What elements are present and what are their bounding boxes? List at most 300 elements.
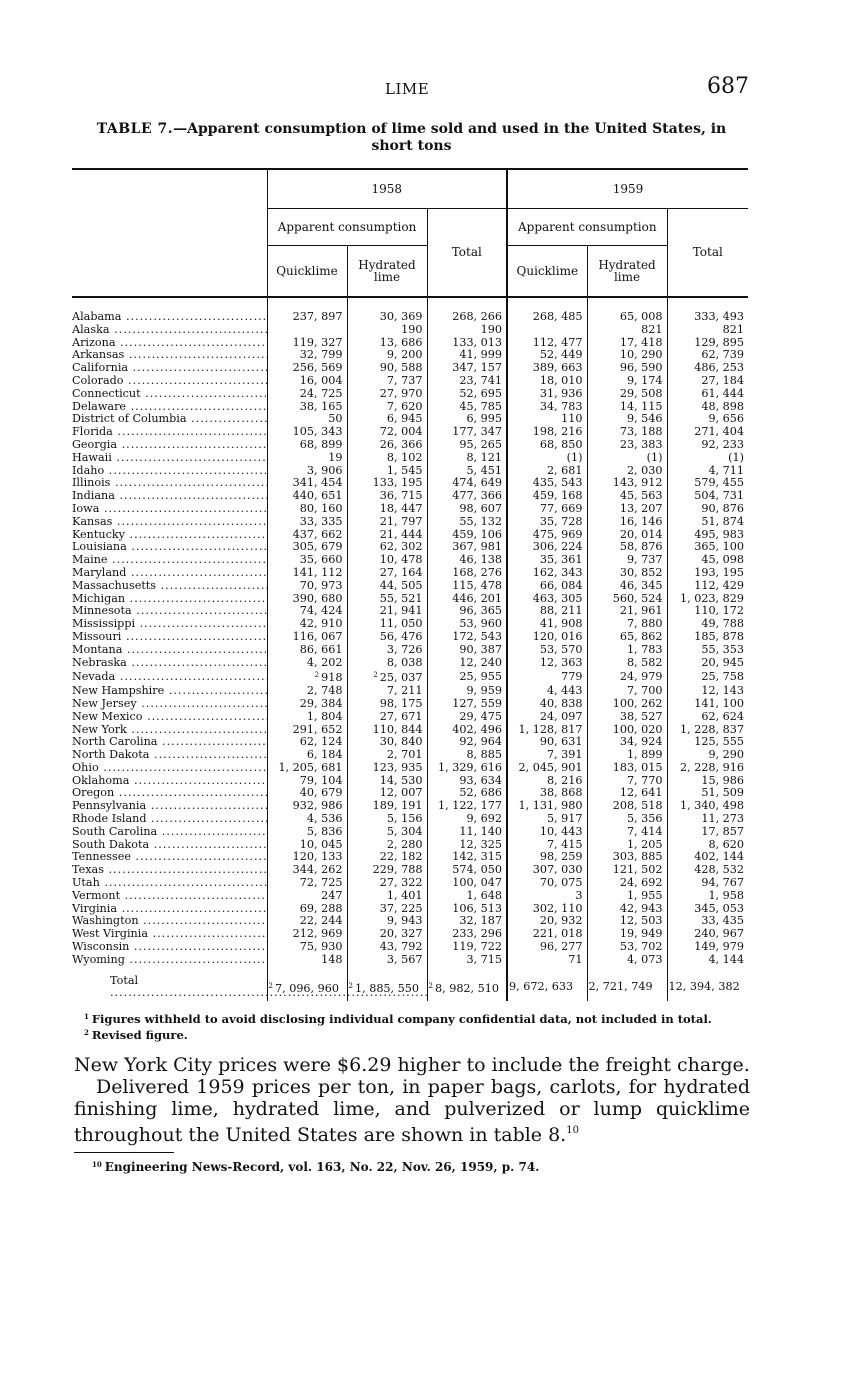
value-cell: 32, 187	[427, 915, 507, 928]
value-cell: 8, 620	[667, 839, 748, 852]
value-cell: 177, 347	[427, 426, 507, 439]
value-cell: 40, 679	[267, 787, 347, 800]
value-cell: 486, 253	[667, 362, 748, 375]
value-cell: 10, 290	[587, 349, 667, 362]
state-name: Alaska .....	[72, 324, 267, 337]
value-cell: 119, 722	[427, 941, 507, 954]
value-cell: 12, 007	[347, 787, 427, 800]
value-cell: 12, 641	[587, 787, 667, 800]
state-name: Oklahoma .....	[72, 775, 267, 788]
value-cell: 389, 663	[507, 362, 587, 375]
value-cell: 74, 424	[267, 605, 347, 618]
value-cell: 35, 361	[507, 554, 587, 567]
value-cell: 4, 202	[267, 657, 347, 670]
total-cell: $^2$ 1, 885, 550	[347, 974, 427, 1002]
value-cell: 119, 327	[267, 337, 347, 350]
value-cell: 12, 240	[427, 657, 507, 670]
value-cell: 52, 449	[507, 349, 587, 362]
value-cell: 12, 143	[667, 685, 748, 698]
table-caption	[74, 121, 749, 155]
value-cell: 44, 505	[347, 580, 427, 593]
value-cell: 51, 509	[667, 787, 748, 800]
value-cell: 62, 624	[667, 711, 748, 724]
state-name: Arkansas .....	[72, 349, 267, 362]
hydrated-header-1958: Hydrated lime	[347, 246, 427, 298]
value-cell: 121, 502	[587, 864, 667, 877]
value-cell: 185, 878	[667, 631, 748, 644]
value-cell: 344, 262	[267, 864, 347, 877]
value-cell: 96, 590	[587, 362, 667, 375]
value-cell: 233, 296	[427, 928, 507, 941]
value-cell: 45, 098	[667, 554, 748, 567]
page-footnote: $^{10}$ Engineering News-Record, vol. 163, No. 22, Nov. 26, 1959, p. 74.	[92, 1160, 540, 1174]
year-header-1958: 1958	[267, 169, 507, 209]
value-cell: 17, 418	[587, 337, 667, 350]
value-cell: 221, 018	[507, 928, 587, 941]
value-cell: 212, 969	[267, 928, 347, 941]
value-cell: 579, 455	[667, 477, 748, 490]
value-cell: 446, 201	[427, 593, 507, 606]
value-cell: 110, 172	[667, 605, 748, 618]
table-label: TABLE 7.	[96, 121, 174, 137]
state-name: California .....	[72, 362, 267, 375]
state-name: South Carolina .....	[72, 826, 267, 839]
value-cell	[267, 324, 347, 337]
table-row	[72, 657, 748, 670]
state-name: Maine .....	[72, 554, 267, 567]
value-cell: 5, 304	[347, 826, 427, 839]
value-cell: $^2$ 25, 037	[347, 669, 427, 685]
value-cell: 1, 228, 837	[667, 724, 748, 737]
value-cell: 21, 941	[347, 605, 427, 618]
value-cell: 18, 447	[347, 503, 427, 516]
value-cell: 1, 545	[347, 465, 427, 478]
value-cell: 71	[507, 954, 587, 974]
state-name: Kentucky .....	[72, 529, 267, 542]
value-cell: 7, 414	[587, 826, 667, 839]
state-name: Mississippi .....	[72, 618, 267, 631]
state-name: Minnesota .....	[72, 605, 267, 618]
value-cell: 1, 783	[587, 644, 667, 657]
value-cell: 22, 244	[267, 915, 347, 928]
table-row	[72, 941, 748, 954]
value-cell: 172, 543	[427, 631, 507, 644]
value-cell: 13, 207	[587, 503, 667, 516]
value-cell: 53, 960	[427, 618, 507, 631]
quicklime-header-1959: Quicklime	[507, 246, 587, 298]
value-cell: 46, 345	[587, 580, 667, 593]
value-cell: 46, 138	[427, 554, 507, 567]
value-cell: 90, 588	[347, 362, 427, 375]
value-cell: 4, 443	[507, 685, 587, 698]
value-cell: 55, 521	[347, 593, 427, 606]
state-name: Nevada .....	[72, 669, 267, 685]
value-cell: 41, 999	[427, 349, 507, 362]
value-cell: 14, 530	[347, 775, 427, 788]
value-cell: 112, 429	[667, 580, 748, 593]
value-cell: 7, 770	[587, 775, 667, 788]
state-name: New Mexico .....	[72, 711, 267, 724]
group-header-1958: Apparent consumption	[267, 209, 427, 246]
value-cell: 30, 852	[587, 567, 667, 580]
state-name: North Carolina .....	[72, 736, 267, 749]
state-name: New York .....	[72, 724, 267, 737]
value-cell: 3	[507, 890, 587, 903]
value-cell: 62, 124	[267, 736, 347, 749]
value-cell: 7, 391	[507, 749, 587, 762]
value-cell: 100, 020	[587, 724, 667, 737]
value-cell: 20, 327	[347, 928, 427, 941]
value-cell: 70, 075	[507, 877, 587, 890]
value-cell: 141, 100	[667, 698, 748, 711]
value-cell: 18, 010	[507, 375, 587, 388]
value-cell: 291, 652	[267, 724, 347, 737]
value-cell: 100, 047	[427, 877, 507, 890]
value-cell: 504, 731	[667, 490, 748, 503]
total-header-1959: Total	[667, 209, 748, 298]
value-cell: 347, 157	[427, 362, 507, 375]
value-cell: 10, 478	[347, 554, 427, 567]
state-name: Delaware .....	[72, 401, 267, 414]
state-name: Georgia .....	[72, 439, 267, 452]
value-cell: 90, 876	[667, 503, 748, 516]
value-cell: 821	[587, 324, 667, 337]
value-cell: 5, 451	[427, 465, 507, 478]
value-cell: 9, 959	[427, 685, 507, 698]
value-cell: 92, 964	[427, 736, 507, 749]
state-name: Connecticut .....	[72, 388, 267, 401]
state-name: Washington .....	[72, 915, 267, 928]
value-cell: 302, 110	[507, 903, 587, 916]
value-cell: 428, 532	[667, 864, 748, 877]
state-name: District of Columbia .....	[72, 413, 267, 426]
value-cell: 75, 930	[267, 941, 347, 954]
value-cell: 92, 233	[667, 439, 748, 452]
value-cell: 367, 981	[427, 541, 507, 554]
value-cell: 68, 850	[507, 439, 587, 452]
value-cell: 106, 513	[427, 903, 507, 916]
value-cell: 2, 045, 901	[507, 762, 587, 775]
value-cell: 90, 631	[507, 736, 587, 749]
value-cell: 6, 945	[347, 413, 427, 426]
table-row	[72, 324, 748, 337]
value-cell: 68, 899	[267, 439, 347, 452]
value-cell: 6, 184	[267, 749, 347, 762]
table-row	[72, 762, 748, 775]
value-cell: 341, 454	[267, 477, 347, 490]
footnote-2: $^2$ Revised figure.	[84, 1028, 188, 1042]
table-row	[72, 452, 748, 465]
value-cell: 148	[267, 954, 347, 974]
value-cell: 41, 908	[507, 618, 587, 631]
value-cell: (1)	[507, 452, 587, 465]
table-footnotes	[84, 1010, 744, 1042]
value-cell: 29, 475	[427, 711, 507, 724]
value-cell: 38, 165	[267, 401, 347, 414]
value-cell: 27, 970	[347, 388, 427, 401]
value-cell: 7, 880	[587, 618, 667, 631]
value-cell: 62, 739	[667, 349, 748, 362]
value-cell: 247	[267, 890, 347, 903]
total-cell: 12, 394, 382	[667, 974, 748, 1002]
value-cell: 33, 435	[667, 915, 748, 928]
state-name: Florida .....	[72, 426, 267, 439]
value-cell: 80, 160	[267, 503, 347, 516]
state-name: Tennessee .....	[72, 851, 267, 864]
value-cell: 189, 191	[347, 800, 427, 813]
value-cell: 4, 144	[667, 954, 748, 974]
state-name: Maryland .....	[72, 567, 267, 580]
value-cell: 27, 671	[347, 711, 427, 724]
value-cell: 143, 912	[587, 477, 667, 490]
value-cell: 190	[347, 324, 427, 337]
value-cell: 15, 986	[667, 775, 748, 788]
value-cell: 79, 104	[267, 775, 347, 788]
value-cell: 162, 343	[507, 567, 587, 580]
value-cell: 142, 315	[427, 851, 507, 864]
value-cell: (1)	[587, 452, 667, 465]
value-cell: 8, 885	[427, 749, 507, 762]
value-cell: 3, 715	[427, 954, 507, 974]
value-cell: 1, 131, 980	[507, 800, 587, 813]
value-cell: 8, 216	[507, 775, 587, 788]
value-cell: 65, 862	[587, 631, 667, 644]
value-cell: 8, 102	[347, 452, 427, 465]
value-cell: 9, 290	[667, 749, 748, 762]
value-cell: 7, 737	[347, 375, 427, 388]
value-cell: 1, 899	[587, 749, 667, 762]
table-row	[72, 813, 748, 826]
value-cell: 7, 620	[347, 401, 427, 414]
value-cell: 12, 363	[507, 657, 587, 670]
value-cell: 459, 168	[507, 490, 587, 503]
value-cell: 208, 518	[587, 800, 667, 813]
total-header-1958: Total	[427, 209, 507, 298]
value-cell: 7, 211	[347, 685, 427, 698]
value-cell: 16, 004	[267, 375, 347, 388]
value-cell: 93, 634	[427, 775, 507, 788]
value-cell: 20, 932	[507, 915, 587, 928]
value-cell: 168, 276	[427, 567, 507, 580]
value-cell: 402, 144	[667, 851, 748, 864]
value-cell: 19, 949	[587, 928, 667, 941]
value-cell: 3, 906	[267, 465, 347, 478]
table-row	[72, 631, 748, 644]
value-cell: 307, 030	[507, 864, 587, 877]
state-name: Utah .....	[72, 877, 267, 890]
value-cell: 240, 967	[667, 928, 748, 941]
body-text	[74, 1054, 750, 1146]
value-cell: 40, 838	[507, 698, 587, 711]
value-cell: 1, 128, 817	[507, 724, 587, 737]
value-cell: 8, 038	[347, 657, 427, 670]
value-cell: 305, 679	[267, 541, 347, 554]
table-row	[72, 388, 748, 401]
value-cell: 35, 728	[507, 516, 587, 529]
value-cell: 4, 711	[667, 465, 748, 478]
value-cell: 45, 563	[587, 490, 667, 503]
table-row	[72, 516, 748, 529]
table-row	[72, 669, 748, 685]
state-name: Hawaii .....	[72, 452, 267, 465]
table-row	[72, 890, 748, 903]
value-cell: 120, 016	[507, 631, 587, 644]
value-cell: 49, 788	[667, 618, 748, 631]
value-cell: 21, 444	[347, 529, 427, 542]
state-name: Massachusetts .....	[72, 580, 267, 593]
value-cell: 123, 935	[347, 762, 427, 775]
state-name: Oregon .....	[72, 787, 267, 800]
value-cell: 2, 681	[507, 465, 587, 478]
value-cell: 14, 115	[587, 401, 667, 414]
value-cell: 9, 174	[587, 375, 667, 388]
value-cell: 21, 797	[347, 516, 427, 529]
value-cell: 20, 014	[587, 529, 667, 542]
table-title: —Apparent consumption of lime sold and used in the United States, in short tons	[173, 121, 727, 154]
value-cell: 110, 844	[347, 724, 427, 737]
value-cell: 2, 280	[347, 839, 427, 852]
table-row	[72, 877, 748, 890]
footnote-1: $^1$ Figures withheld to avoid disclosing individual company confidential data, not included in total.	[84, 1012, 712, 1026]
value-cell: 23, 383	[587, 439, 667, 452]
state-name: Idaho .....	[72, 465, 267, 478]
table-row	[72, 297, 748, 324]
value-cell: 306, 224	[507, 541, 587, 554]
value-cell: 98, 607	[427, 503, 507, 516]
table-row	[72, 685, 748, 698]
value-cell: 1, 205, 681	[267, 762, 347, 775]
value-cell: 88, 211	[507, 605, 587, 618]
value-cell: 53, 570	[507, 644, 587, 657]
value-cell: 11, 140	[427, 826, 507, 839]
value-cell: 125, 555	[667, 736, 748, 749]
state-name: Montana .....	[72, 644, 267, 657]
value-cell: 66, 084	[507, 580, 587, 593]
value-cell: 12, 503	[587, 915, 667, 928]
value-cell: 16, 146	[587, 516, 667, 529]
value-cell: 29, 508	[587, 388, 667, 401]
value-cell: 9, 737	[587, 554, 667, 567]
value-cell: 1, 955	[587, 890, 667, 903]
value-cell: 61, 444	[667, 388, 748, 401]
table-row	[72, 503, 748, 516]
state-name: West Virginia .....	[72, 928, 267, 941]
value-cell: 27, 184	[667, 375, 748, 388]
value-cell: 1, 205	[587, 839, 667, 852]
value-cell: 8, 582	[587, 657, 667, 670]
value-cell: 3, 567	[347, 954, 427, 974]
value-cell: 86, 661	[267, 644, 347, 657]
value-cell: 77, 669	[507, 503, 587, 516]
value-cell: 50	[267, 413, 347, 426]
state-name: New Hampshire .....	[72, 685, 267, 698]
value-cell: 25, 758	[667, 669, 748, 685]
value-cell: 365, 100	[667, 541, 748, 554]
value-cell: 72, 004	[347, 426, 427, 439]
page-number: 687	[707, 74, 749, 99]
value-cell: 120, 133	[267, 851, 347, 864]
value-cell: 37, 225	[347, 903, 427, 916]
total-cell: 9, 672, 633	[507, 974, 587, 1002]
value-cell: 30, 369	[347, 297, 427, 324]
table-row	[72, 375, 748, 388]
state-column-header	[72, 169, 267, 297]
value-cell: 779	[507, 669, 587, 685]
value-cell: 24, 097	[507, 711, 587, 724]
value-cell: 237, 897	[267, 297, 347, 324]
value-cell: 2, 030	[587, 465, 667, 478]
running-head	[0, 74, 857, 102]
state-name: Kansas .....	[72, 516, 267, 529]
value-cell: 149, 979	[667, 941, 748, 954]
value-cell: 193, 195	[667, 567, 748, 580]
value-cell: 6, 995	[427, 413, 507, 426]
state-name: Indiana .....	[72, 490, 267, 503]
value-cell: 4, 073	[587, 954, 667, 974]
value-cell: 53, 702	[587, 941, 667, 954]
value-cell: 30, 840	[347, 736, 427, 749]
value-cell: 8, 121	[427, 452, 507, 465]
value-cell: 55, 132	[427, 516, 507, 529]
value-cell: 24, 979	[587, 669, 667, 685]
value-cell: 435, 543	[507, 477, 587, 490]
value-cell: 475, 969	[507, 529, 587, 542]
value-cell: 34, 783	[507, 401, 587, 414]
value-cell: 9, 943	[347, 915, 427, 928]
value-cell: 9, 656	[667, 413, 748, 426]
value-cell: 48, 898	[667, 401, 748, 414]
value-cell: 1, 958	[667, 890, 748, 903]
table-row	[72, 698, 748, 711]
value-cell: 133, 195	[347, 477, 427, 490]
state-name: Wyoming .....	[72, 954, 267, 974]
value-cell: 303, 885	[587, 851, 667, 864]
value-cell: (1)	[667, 452, 748, 465]
value-cell: 477, 366	[427, 490, 507, 503]
value-cell: 27, 164	[347, 567, 427, 580]
total-label: Total .....	[72, 974, 267, 1002]
table-row	[72, 644, 748, 657]
value-cell: 98, 259	[507, 851, 587, 864]
state-name: Wisconsin .....	[72, 941, 267, 954]
value-cell: 17, 857	[667, 826, 748, 839]
state-name: Texas .....	[72, 864, 267, 877]
table-row	[72, 618, 748, 631]
table-row	[72, 567, 748, 580]
table-row	[72, 954, 748, 974]
value-cell: 12, 325	[427, 839, 507, 852]
value-cell: 38, 527	[587, 711, 667, 724]
value-cell: 116, 067	[267, 631, 347, 644]
state-name: Virginia .....	[72, 903, 267, 916]
value-cell: 94, 767	[667, 877, 748, 890]
value-cell: 62, 302	[347, 541, 427, 554]
value-cell: 52, 695	[427, 388, 507, 401]
state-name: Iowa .....	[72, 503, 267, 516]
value-cell: 183, 015	[587, 762, 667, 775]
value-cell: 474, 649	[427, 477, 507, 490]
value-cell: 821	[667, 324, 748, 337]
value-cell: 4, 536	[267, 813, 347, 826]
state-name: Illinois .....	[72, 477, 267, 490]
table-row	[72, 749, 748, 762]
value-cell: 51, 874	[667, 516, 748, 529]
value-cell: 127, 559	[427, 698, 507, 711]
value-cell: 7, 700	[587, 685, 667, 698]
table-row	[72, 711, 748, 724]
value-cell: 198, 216	[507, 426, 587, 439]
value-cell: 21, 961	[587, 605, 667, 618]
